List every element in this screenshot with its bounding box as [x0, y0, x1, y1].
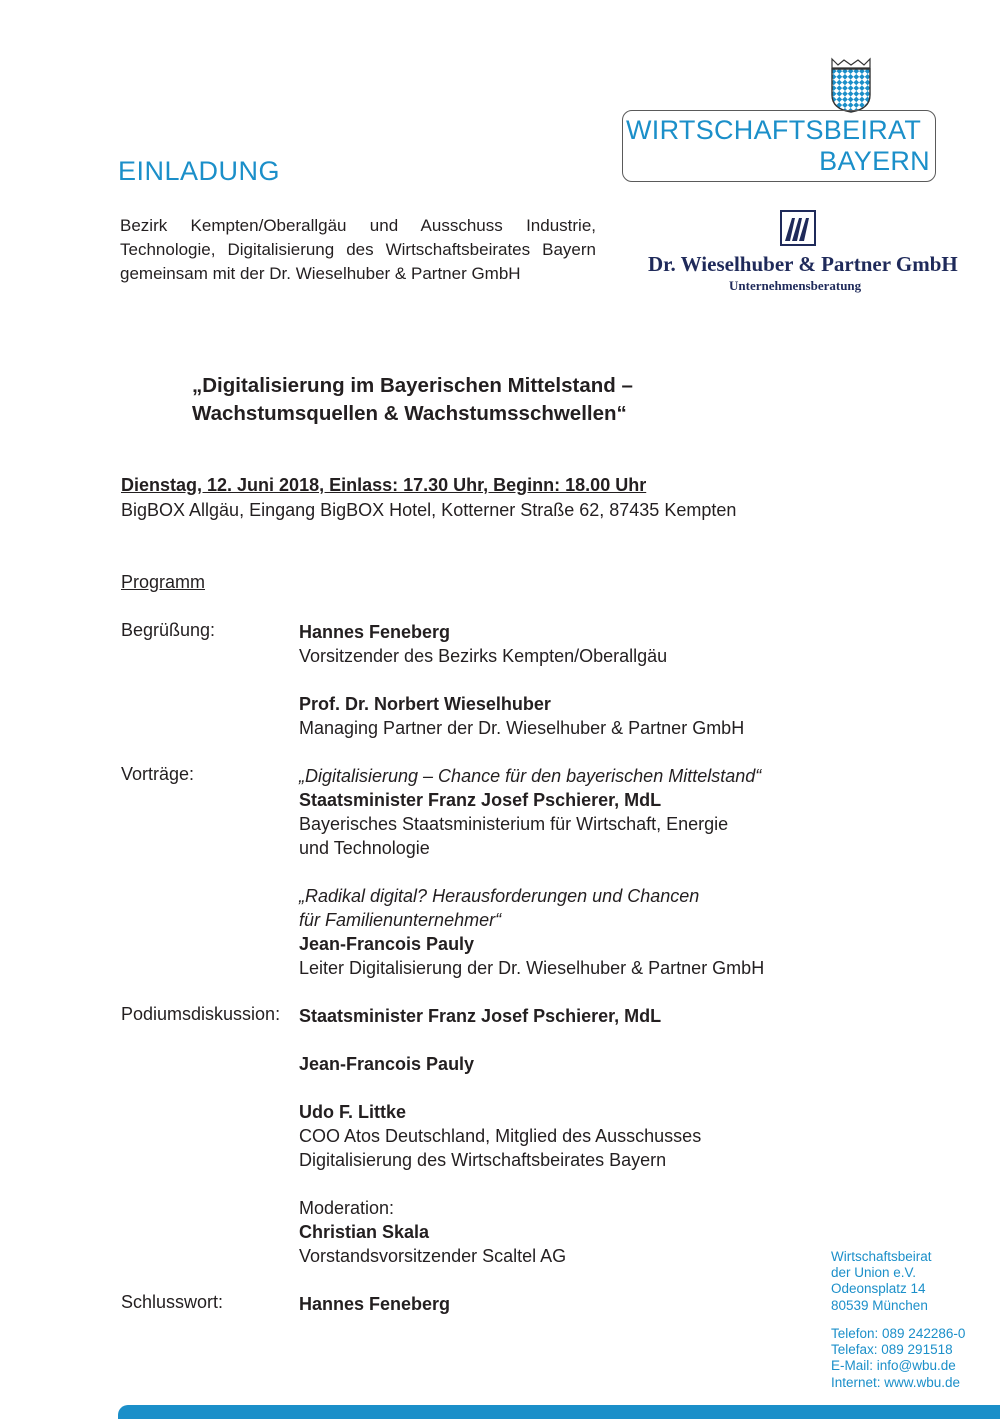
speaker-role: Vorsitzender des Bezirks Kempten/Oberallgäu — [299, 646, 668, 666]
speaker-name: Staatsminister Franz Josef Pschierer, MdL — [299, 1006, 662, 1026]
speaker-role: Managing Partner der Dr. Wieselhuber & Partner GmbH — [299, 718, 745, 738]
event-title — [192, 372, 633, 428]
speaker-name: Christian Skala — [299, 1222, 430, 1242]
begruessung-entry — [299, 620, 667, 668]
speaker-name: Udo F. Littke — [299, 1102, 406, 1122]
moderation — [299, 1196, 566, 1268]
contact-details — [831, 1326, 965, 1391]
label-vortraege: Vorträge: — [121, 764, 195, 784]
label-begruessung: Begrüßung: — [121, 620, 216, 640]
speaker-name: Jean-Francois Pauly — [299, 934, 475, 954]
wieselhuber-logo-text: Dr. Wieselhuber & Partner GmbH — [648, 252, 958, 276]
podium-participant-2 — [299, 1052, 474, 1076]
speaker-name: Jean-Francois Pauly — [299, 1054, 475, 1074]
intro-line: Technologie, Digitalisierung des Wirtschaftsbeirates Bayern — [120, 240, 596, 259]
contact-email[interactable]: E-Mail: info@wbu.de — [831, 1358, 956, 1374]
wieselhuber-mark-icon — [780, 210, 816, 246]
program-heading: Programm — [121, 572, 206, 592]
begruessung-entry-2 — [299, 692, 744, 740]
speaker-name: Prof. Dr. Norbert Wieselhuber — [299, 694, 551, 714]
page-title: EINLADUNG — [118, 156, 281, 186]
address-line: der Union e.V. — [831, 1265, 917, 1281]
event-title-line: „Digitalisierung im Bayerischen Mittelstand – — [192, 374, 633, 397]
address-line: 80539 München — [831, 1297, 928, 1313]
talk-title: für Familienunternehmer“ — [299, 910, 502, 930]
speaker-name: Hannes Feneberg — [299, 622, 451, 642]
label-schlusswort: Schlusswort: — [121, 1292, 224, 1312]
podium-participant-3 — [299, 1100, 701, 1172]
wirtschaftsbeirat-logo-text: WIRTSCHAFTSBEIRAT — [626, 115, 922, 145]
speaker-role: COO Atos Deutschland, Mitglied des Ausschusses — [299, 1126, 702, 1146]
intro-line: gemeinsam mit der Dr. Wieselhuber & Partner GmbH — [120, 264, 521, 283]
speaker-role: und Technologie — [299, 838, 430, 858]
address-line: Odeonsplatz 14 — [831, 1281, 926, 1297]
footer-accent-bar — [118, 1405, 1000, 1419]
talk-2 — [299, 884, 764, 980]
wieselhuber-logo-subtitle: Unternehmensberatung — [729, 278, 862, 293]
contact-address — [831, 1249, 932, 1314]
intro-text — [120, 214, 596, 286]
speaker-name: Hannes Feneberg — [299, 1294, 451, 1314]
wirtschaftsbeirat-logo-text-bayern: BAYERN — [819, 146, 930, 176]
bavarian-crest-icon — [828, 57, 874, 113]
schlusswort-entry — [299, 1292, 450, 1316]
talk-1 — [299, 764, 761, 860]
event-date: Dienstag, 12. Juni 2018, Einlass: 17.30 Uhr, Beginn: 18.00 Uhr — [121, 475, 647, 495]
talk-title: „Radikal digital? Herausforderungen und Chancen — [299, 886, 700, 906]
talk-title: „Digitalisierung – Chance für den bayerischen Mittelstand“ — [299, 766, 762, 786]
moderation-label: Moderation: — [299, 1198, 395, 1218]
speaker-role: Digitalisierung des Wirtschaftsbeirates Bayern — [299, 1150, 667, 1170]
event-title-line: Wachstumsquellen & Wachstumsschwellen“ — [192, 402, 627, 425]
speaker-role: Vorstandsvorsitzender Scaltel AG — [299, 1246, 567, 1266]
event-venue: BigBOX Allgäu, Eingang BigBOX Hotel, Kotterner Straße 62, 87435 Kempten — [121, 500, 737, 520]
speaker-role: Bayerisches Staatsministerium für Wirtschaft, Energie — [299, 814, 729, 834]
podium-participant-1 — [299, 1004, 661, 1028]
address-line: Wirtschaftsbeirat — [831, 1249, 932, 1264]
intro-line: Bezirk Kempten/Oberallgäu und Ausschuss Industrie, — [120, 216, 596, 235]
speaker-name: Staatsminister Franz Josef Pschierer, MdL — [299, 790, 662, 810]
contact-fax: Telefax: 089 291518 — [831, 1342, 953, 1358]
speaker-role: Leiter Digitalisierung der Dr. Wieselhuber & Partner GmbH — [299, 958, 765, 978]
contact-web[interactable]: Internet: www.wbu.de — [831, 1374, 961, 1390]
label-podium: Podiumsdiskussion: — [121, 1004, 281, 1024]
contact-phone: Telefon: 089 242286-0 — [831, 1326, 966, 1341]
